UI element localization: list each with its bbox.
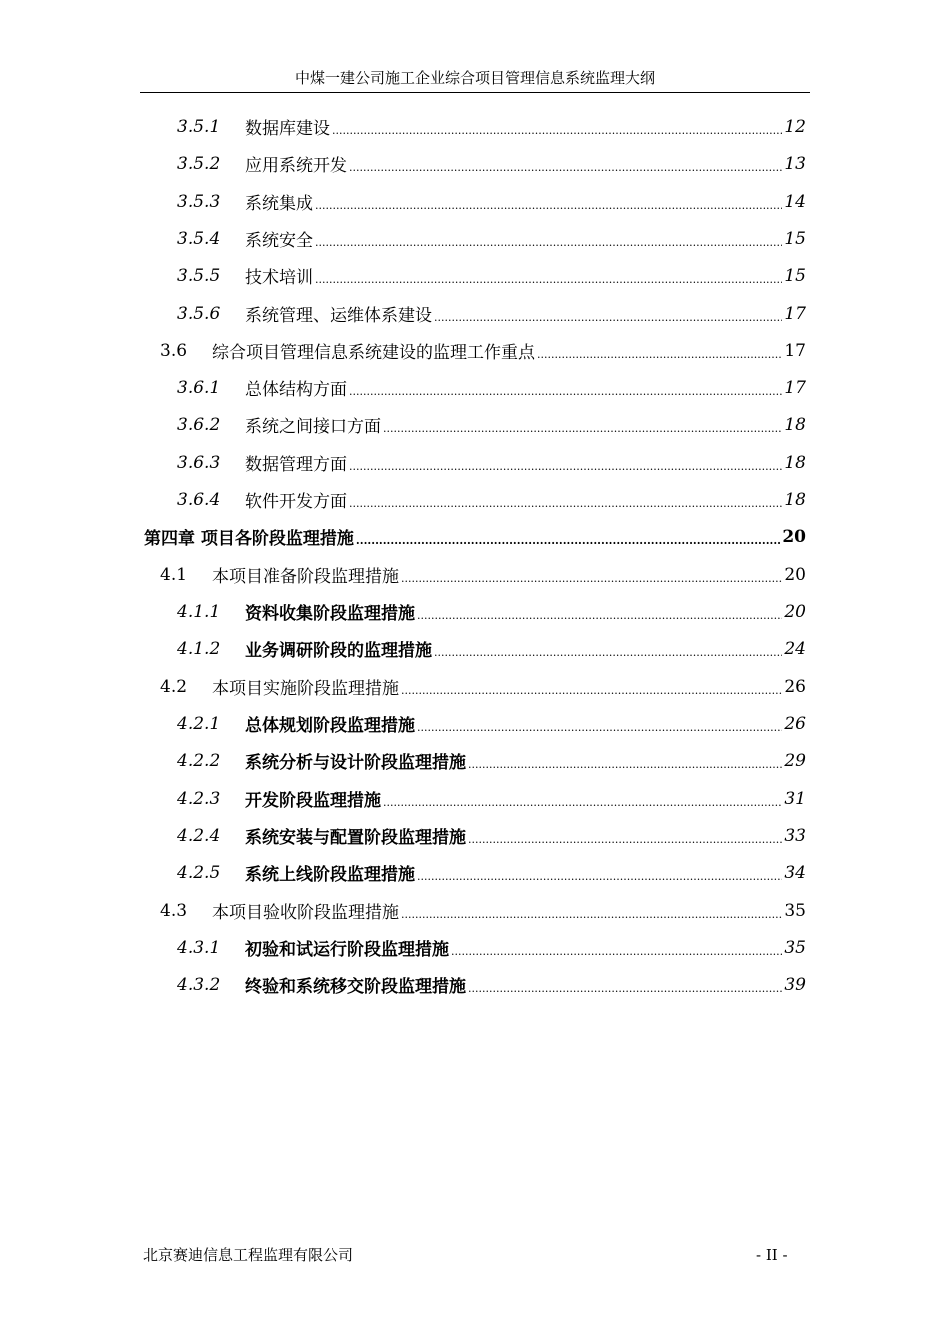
dot-leader bbox=[332, 125, 782, 136]
toc-entry-page: 26 bbox=[784, 676, 806, 697]
toc-entry-title: 综合项目管理信息系统建设的监理工作重点 bbox=[212, 343, 535, 363]
toc-entry[interactable] bbox=[177, 444, 806, 481]
toc-entry-page: 35 bbox=[784, 937, 806, 958]
footer-company-name: 北京赛迪信息工程监理有限公司 bbox=[143, 1246, 354, 1264]
dot-leader bbox=[315, 237, 782, 248]
toc-entry[interactable] bbox=[177, 406, 806, 443]
toc-entry-title: 系统之间接口方面 bbox=[245, 417, 381, 437]
toc-entry-number: 3.6.3 bbox=[177, 452, 221, 473]
toc-entry[interactable] bbox=[177, 145, 806, 182]
dot-leader bbox=[537, 349, 782, 360]
toc-entry[interactable] bbox=[160, 332, 806, 369]
toc-entry-title: 系统安装与配置阶段监理措施 bbox=[245, 828, 466, 848]
toc-entry[interactable] bbox=[177, 295, 806, 332]
toc-entry[interactable] bbox=[177, 854, 806, 891]
toc-entry-page: 20 bbox=[784, 601, 806, 622]
toc-entry-number: 3.6 bbox=[160, 340, 188, 361]
dot-leader bbox=[356, 535, 780, 546]
toc-entry-page: 20 bbox=[784, 564, 806, 585]
toc-entry-page: 20 bbox=[782, 526, 806, 547]
toc-entry[interactable] bbox=[177, 481, 806, 518]
dot-leader bbox=[434, 647, 782, 658]
toc-entry-page: 39 bbox=[784, 974, 806, 995]
toc-entry-page: 33 bbox=[784, 825, 806, 846]
toc-entry-number: 4.1 bbox=[160, 564, 188, 585]
toc-entry-number: 3.5.3 bbox=[177, 191, 221, 212]
toc-entry-page: 18 bbox=[784, 489, 806, 510]
toc-entry-title: 总体规划阶段监理措施 bbox=[245, 716, 415, 736]
toc-entry-number: 4.3 bbox=[160, 900, 188, 921]
toc-entry-title: 软件开发方面 bbox=[245, 492, 347, 512]
toc-entry-page: 15 bbox=[784, 228, 806, 249]
toc-entry-page: 35 bbox=[784, 900, 806, 921]
toc-entry-title: 业务调研阶段的监理措施 bbox=[245, 641, 432, 661]
toc-entry-page: 17 bbox=[784, 377, 806, 398]
toc-entry-number: 4.2.4 bbox=[177, 825, 221, 846]
toc-entry-title: 系统分析与设计阶段监理措施 bbox=[245, 753, 466, 773]
dot-leader bbox=[401, 909, 782, 920]
toc-entry[interactable] bbox=[177, 780, 806, 817]
dot-leader bbox=[349, 498, 782, 509]
dot-leader bbox=[417, 871, 782, 882]
toc-entry-title: 本项目实施阶段监理措施 bbox=[212, 679, 399, 699]
toc-entry-page: 12 bbox=[784, 116, 806, 137]
footer-page-number: - II - bbox=[756, 1246, 788, 1264]
toc-entry[interactable] bbox=[177, 966, 806, 1003]
toc-entry-page: 29 bbox=[784, 750, 806, 771]
toc-entry-page: 14 bbox=[784, 191, 806, 212]
toc-entry[interactable] bbox=[177, 257, 806, 294]
toc-entry[interactable] bbox=[177, 742, 806, 779]
toc-entry-title: 本项目验收阶段监理措施 bbox=[212, 903, 399, 923]
toc-entry-title: 系统上线阶段监理措施 bbox=[245, 865, 415, 885]
toc-entry[interactable] bbox=[177, 630, 806, 667]
toc-entry[interactable] bbox=[177, 929, 806, 966]
running-header-title: 中煤一建公司施工企业综合项目管理信息系统监理大纲 bbox=[294, 69, 655, 87]
toc-entry-title: 资料收集阶段监理措施 bbox=[245, 604, 415, 624]
toc-entry[interactable] bbox=[160, 892, 806, 929]
toc-entry-page: 18 bbox=[784, 414, 806, 435]
toc-entry-number: 3.6.4 bbox=[177, 489, 221, 510]
toc-entry-title: 系统安全 bbox=[245, 231, 313, 251]
toc-entry-number: 3.5.2 bbox=[177, 153, 221, 174]
toc-entry-number: 3.6.1 bbox=[177, 377, 221, 398]
dot-leader bbox=[349, 461, 782, 472]
toc-entry-page: 15 bbox=[784, 265, 806, 286]
dot-leader bbox=[349, 162, 782, 173]
toc-entry-number: 3.5.1 bbox=[177, 116, 221, 137]
toc-entry-number: 4.3.2 bbox=[177, 974, 221, 995]
toc-entry-number: 4.2.3 bbox=[177, 788, 221, 809]
toc-entry[interactable] bbox=[177, 220, 806, 257]
toc-entry-number: 4.1.2 bbox=[177, 638, 221, 659]
dot-leader bbox=[383, 797, 782, 808]
dot-leader bbox=[349, 386, 782, 397]
toc-entry-number: 3.6.2 bbox=[177, 414, 221, 435]
toc-entry[interactable] bbox=[160, 668, 806, 705]
toc-entry[interactable] bbox=[177, 183, 806, 220]
dot-leader bbox=[468, 759, 782, 770]
toc-entry-page: 26 bbox=[784, 713, 806, 734]
toc-entry-number: 3.5.6 bbox=[177, 303, 221, 324]
dot-leader bbox=[383, 423, 782, 434]
toc-entry[interactable] bbox=[177, 369, 806, 406]
toc-chapter-entry[interactable] bbox=[144, 518, 806, 555]
toc-entry-page: 17 bbox=[784, 303, 806, 324]
toc-entry-page: 13 bbox=[784, 153, 806, 174]
toc-entry-title: 初验和试运行阶段监理措施 bbox=[245, 940, 449, 960]
toc-entry-page: 31 bbox=[784, 788, 806, 809]
toc-entry-number: 3.5.4 bbox=[177, 228, 221, 249]
toc-entry[interactable] bbox=[177, 705, 806, 742]
toc-entry-title: 技术培训 bbox=[245, 268, 313, 288]
toc-entry-page: 17 bbox=[784, 340, 806, 361]
dot-leader bbox=[451, 946, 782, 957]
toc-entry-page: 24 bbox=[784, 638, 806, 659]
toc-entry-number: 4.3.1 bbox=[177, 937, 221, 958]
toc-entry[interactable] bbox=[177, 108, 806, 145]
dot-leader bbox=[401, 573, 782, 584]
toc-entry[interactable] bbox=[177, 593, 806, 630]
toc-entry-title: 数据管理方面 bbox=[245, 455, 347, 475]
header-rule bbox=[140, 92, 810, 93]
dot-leader bbox=[315, 274, 782, 285]
dot-leader bbox=[417, 722, 782, 733]
toc-entry-number: 4.1.1 bbox=[177, 601, 221, 622]
toc-entry-number: 4.2.2 bbox=[177, 750, 221, 771]
toc-entry-title: 系统集成 bbox=[245, 194, 313, 214]
toc-entry[interactable] bbox=[177, 817, 806, 854]
toc-entry-title: 应用系统开发 bbox=[245, 156, 347, 176]
toc-entry-number: 4.2 bbox=[160, 676, 188, 697]
toc-entry-title: 总体结构方面 bbox=[245, 380, 347, 400]
dot-leader bbox=[401, 685, 782, 696]
dot-leader bbox=[468, 983, 782, 994]
toc-entry-title: 开发阶段监理措施 bbox=[245, 791, 381, 811]
dot-leader bbox=[417, 610, 782, 621]
toc-entry-title: 本项目准备阶段监理措施 bbox=[212, 567, 399, 587]
dot-leader bbox=[315, 200, 782, 211]
toc-entry-page: 18 bbox=[784, 452, 806, 473]
dot-leader bbox=[434, 312, 782, 323]
dot-leader bbox=[468, 834, 782, 845]
toc-entry-number: 4.2.1 bbox=[177, 713, 221, 734]
toc-entry-number: 3.5.5 bbox=[177, 265, 221, 286]
toc-entry[interactable] bbox=[160, 556, 806, 593]
toc-entry-title: 系统管理、运维体系建设 bbox=[245, 306, 432, 326]
toc-entry-page: 34 bbox=[784, 862, 806, 883]
toc-entry-title: 数据库建设 bbox=[245, 119, 330, 139]
toc-entry-title: 第四章 项目各阶段监理措施 bbox=[144, 529, 354, 549]
toc-entry-number: 4.2.5 bbox=[177, 862, 221, 883]
toc-entry-title: 终验和系统移交阶段监理措施 bbox=[245, 977, 466, 997]
